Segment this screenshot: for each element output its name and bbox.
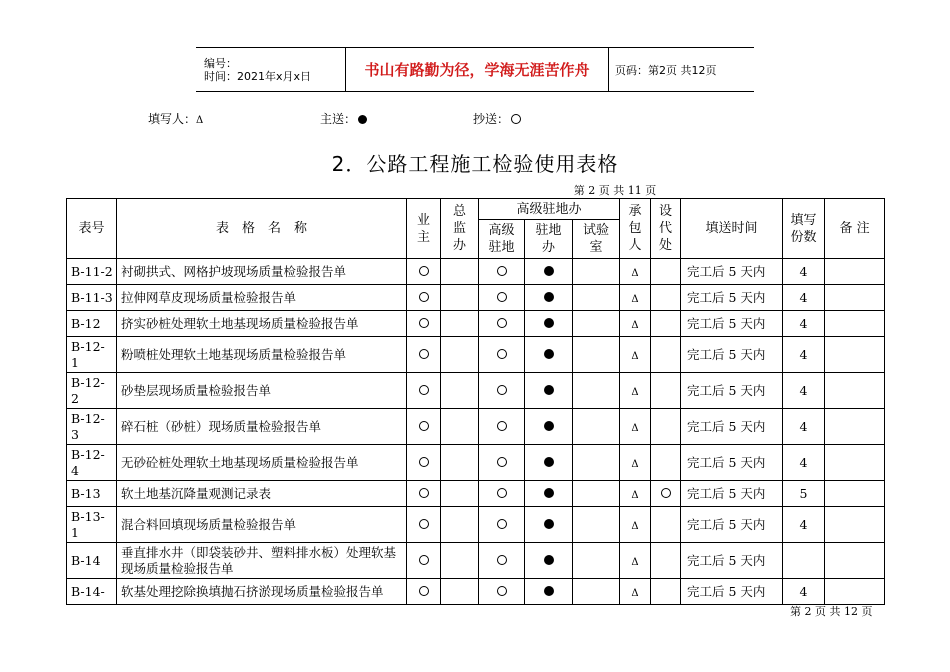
row-contractor <box>620 337 651 373</box>
row-design <box>651 337 681 373</box>
row-chief <box>441 285 479 311</box>
row-contractor <box>620 409 651 445</box>
header-copies: 填写 份数 <box>783 199 825 259</box>
header-owner: 业 主 <box>407 199 441 259</box>
table-row <box>67 409 885 445</box>
triangle-icon: Δ <box>631 267 639 279</box>
row-copies: 4 <box>783 285 825 311</box>
cc-field <box>473 110 521 127</box>
filled-circle-icon <box>544 519 554 529</box>
row-contractor <box>620 373 651 409</box>
row-chief <box>441 259 479 285</box>
row-contractor <box>620 285 651 311</box>
header-remark: 备 注 <box>825 199 885 259</box>
row-copies: 4 <box>783 373 825 409</box>
row-office <box>525 543 573 579</box>
table-row <box>67 481 885 507</box>
header-contractor: 承 包 人 <box>620 199 651 259</box>
table-row <box>67 285 885 311</box>
row-lab <box>573 409 620 445</box>
hollow-circle-icon <box>497 488 507 498</box>
row-chief <box>441 311 479 337</box>
header-lab: 试验 室 <box>573 220 620 259</box>
row-send-time: 完工后 5 天内 <box>681 311 783 337</box>
row-owner <box>407 445 441 481</box>
table-row <box>67 373 885 409</box>
row-chief <box>441 481 479 507</box>
filled-circle-icon <box>544 266 554 276</box>
motto: 书山有路勤为径，学海无涯苦作舟 <box>345 48 609 91</box>
row-code: B-12- 3 <box>67 409 117 445</box>
row-remark <box>825 507 885 543</box>
row-remark <box>825 481 885 507</box>
table-row <box>67 445 885 481</box>
row-remark <box>825 337 885 373</box>
hollow-circle-icon <box>419 555 429 565</box>
triangle-icon: Δ <box>631 319 639 331</box>
row-copies: 4 <box>783 579 825 605</box>
hollow-circle-icon <box>497 519 507 529</box>
row-owner <box>407 543 441 579</box>
triangle-icon: Δ <box>631 520 639 532</box>
row-copies: 4 <box>783 445 825 481</box>
row-name: 软基处理挖除换填抛石挤淤现场质量检验报告单 <box>117 579 407 605</box>
row-code: B-11-3 <box>67 285 117 311</box>
row-send-time: 完工后 5 天内 <box>681 445 783 481</box>
row-code: B-13 <box>67 481 117 507</box>
triangle-icon: Δ <box>631 489 639 501</box>
row-name: 垂直排水井（即袋装砂井、塑料排水板）处理软基现场质量检验报告单 <box>117 543 407 579</box>
row-owner <box>407 579 441 605</box>
page-title: 2．公路工程施工检验使用表格 <box>331 152 619 176</box>
row-contractor <box>620 507 651 543</box>
hollow-circle-icon <box>497 457 507 467</box>
row-design <box>651 259 681 285</box>
table-row <box>67 543 885 579</box>
filler-label: 填写人： <box>148 112 197 126</box>
row-owner <box>407 373 441 409</box>
hollow-circle-icon <box>511 114 521 124</box>
filled-circle-icon <box>544 292 554 302</box>
row-lab <box>573 373 620 409</box>
time-label: 时间：2021年x月x日 <box>204 69 312 83</box>
row-chief <box>441 373 479 409</box>
row-lab <box>573 543 620 579</box>
triangle-icon: Δ <box>631 350 639 362</box>
row-senior <box>479 259 525 285</box>
row-design <box>651 373 681 409</box>
row-code: B-13- 1 <box>67 507 117 543</box>
row-office <box>525 373 573 409</box>
row-name: 无砂砼桩处理软土地基现场质量检验报告单 <box>117 445 407 481</box>
filled-circle-icon <box>544 421 554 431</box>
row-owner <box>407 337 441 373</box>
row-code: B-12- 4 <box>67 445 117 481</box>
row-lab <box>573 481 620 507</box>
row-office <box>525 409 573 445</box>
row-design <box>651 481 681 507</box>
filled-circle-icon <box>544 349 554 359</box>
row-office <box>525 337 573 373</box>
row-office <box>525 507 573 543</box>
row-design <box>651 579 681 605</box>
number-label: 编号： <box>204 56 237 70</box>
hollow-circle-icon <box>419 266 429 276</box>
hollow-circle-icon <box>497 349 507 359</box>
row-name: 拉伸网草皮现场质量检验报告单 <box>117 285 407 311</box>
triangle-icon: Δ <box>631 556 639 568</box>
row-copies: 4 <box>783 337 825 373</box>
row-copies: 5 <box>783 481 825 507</box>
hollow-circle-icon <box>419 519 429 529</box>
row-send-time: 完工后 5 天内 <box>681 507 783 543</box>
hollow-circle-icon <box>419 421 429 431</box>
table-row <box>67 311 885 337</box>
row-office <box>525 285 573 311</box>
hollow-circle-icon <box>419 292 429 302</box>
row-senior <box>479 409 525 445</box>
document-header <box>196 47 754 92</box>
table-row <box>67 337 885 373</box>
header-code: 表号 <box>67 199 117 259</box>
row-design <box>651 507 681 543</box>
row-office <box>525 259 573 285</box>
main-send-label: 主送： <box>320 112 357 126</box>
row-senior <box>479 579 525 605</box>
hollow-circle-icon <box>497 318 507 328</box>
row-send-time: 完工后 5 天内 <box>681 579 783 605</box>
hollow-circle-icon <box>497 385 507 395</box>
row-owner <box>407 259 441 285</box>
row-design <box>651 285 681 311</box>
hollow-circle-icon <box>497 421 507 431</box>
row-copies <box>783 543 825 579</box>
row-owner <box>407 481 441 507</box>
header-design: 设 代 处 <box>651 199 681 259</box>
row-contractor <box>620 445 651 481</box>
row-send-time: 完工后 5 天内 <box>681 409 783 445</box>
row-remark <box>825 285 885 311</box>
row-senior <box>479 445 525 481</box>
row-send-time: 完工后 5 天内 <box>681 285 783 311</box>
row-lab <box>573 259 620 285</box>
triangle-icon: Δ <box>631 587 639 599</box>
row-owner <box>407 507 441 543</box>
footer-page: 第 2 页 共 12 页 <box>790 605 873 618</box>
row-lab <box>573 337 620 373</box>
hollow-circle-icon <box>661 488 671 498</box>
row-remark <box>825 409 885 445</box>
row-remark <box>825 373 885 409</box>
row-chief <box>441 543 479 579</box>
header-resident-group: 高级驻地办 <box>479 199 620 220</box>
row-chief <box>441 445 479 481</box>
row-send-time: 完工后 5 天内 <box>681 543 783 579</box>
row-chief <box>441 337 479 373</box>
header-resident-senior: 高级 驻地 <box>479 220 525 259</box>
header-name: 表 格 名 称 <box>117 199 407 259</box>
row-copies: 4 <box>783 507 825 543</box>
row-name: 砂垫层现场质量检验报告单 <box>117 373 407 409</box>
row-chief <box>441 579 479 605</box>
hollow-circle-icon <box>419 318 429 328</box>
row-code: B-12- 2 <box>67 373 117 409</box>
filled-circle-icon <box>544 586 554 596</box>
row-contractor <box>620 481 651 507</box>
row-senior <box>479 481 525 507</box>
row-design <box>651 409 681 445</box>
row-send-time: 完工后 5 天内 <box>681 373 783 409</box>
table-row <box>67 579 885 605</box>
triangle-icon: Δ <box>196 115 204 126</box>
triangle-icon: Δ <box>631 422 639 434</box>
triangle-icon: Δ <box>631 458 639 470</box>
row-copies: 4 <box>783 259 825 285</box>
hollow-circle-icon <box>419 349 429 359</box>
row-contractor <box>620 259 651 285</box>
row-lab <box>573 579 620 605</box>
row-name: 挤实砂桩处理软土地基现场质量检验报告单 <box>117 311 407 337</box>
row-remark <box>825 311 885 337</box>
row-office <box>525 445 573 481</box>
row-senior <box>479 507 525 543</box>
hollow-circle-icon <box>419 488 429 498</box>
row-remark <box>825 543 885 579</box>
row-copies: 4 <box>783 409 825 445</box>
filled-circle-icon <box>544 385 554 395</box>
row-contractor <box>620 579 651 605</box>
hollow-circle-icon <box>419 586 429 596</box>
hollow-circle-icon <box>419 457 429 467</box>
row-remark <box>825 259 885 285</box>
hollow-circle-icon <box>497 555 507 565</box>
row-code: B-14 <box>67 543 117 579</box>
row-owner <box>407 285 441 311</box>
hollow-circle-icon <box>497 266 507 276</box>
row-chief <box>441 507 479 543</box>
row-owner <box>407 409 441 445</box>
row-send-time: 完工后 5 天内 <box>681 259 783 285</box>
row-office <box>525 579 573 605</box>
row-name: 软土地基沉降量观测记录表 <box>117 481 407 507</box>
header-chief: 总 监 办 <box>441 199 479 259</box>
row-name: 混合料回填现场质量检验报告单 <box>117 507 407 543</box>
header-resident-office: 驻地 办 <box>525 220 573 259</box>
row-copies: 4 <box>783 311 825 337</box>
row-send-time: 完工后 5 天内 <box>681 337 783 373</box>
row-code: B-11-2 <box>67 259 117 285</box>
row-code: B-12- 1 <box>67 337 117 373</box>
filled-circle-icon <box>544 555 554 565</box>
row-lab <box>573 507 620 543</box>
row-office <box>525 481 573 507</box>
page-info: 页码：第2页 共12页 <box>615 63 717 77</box>
row-code: B-14- <box>67 579 117 605</box>
row-design <box>651 543 681 579</box>
table-row <box>67 507 885 543</box>
triangle-icon: Δ <box>631 386 639 398</box>
main-send-field <box>320 110 367 127</box>
row-contractor <box>620 311 651 337</box>
hollow-circle-icon <box>497 292 507 302</box>
row-code: B-12 <box>67 311 117 337</box>
inspection-table <box>66 198 885 605</box>
row-senior <box>479 373 525 409</box>
page-subcount: 第 2 页 共 11 页 <box>573 184 657 197</box>
filled-circle-icon <box>544 457 554 467</box>
row-senior <box>479 285 525 311</box>
row-send-time: 完工后 5 天内 <box>681 481 783 507</box>
filled-circle-icon <box>544 488 554 498</box>
row-design <box>651 311 681 337</box>
row-remark <box>825 579 885 605</box>
cc-label: 抄送： <box>473 112 510 126</box>
filler-field <box>148 110 203 127</box>
triangle-icon: Δ <box>631 293 639 305</box>
header-send-time: 填送时间 <box>681 199 783 259</box>
table-row <box>67 259 885 285</box>
row-owner <box>407 311 441 337</box>
row-lab <box>573 311 620 337</box>
row-senior <box>479 311 525 337</box>
row-contractor <box>620 543 651 579</box>
header-meta <box>196 48 345 91</box>
row-lab <box>573 285 620 311</box>
row-chief <box>441 409 479 445</box>
row-design <box>651 445 681 481</box>
hollow-circle-icon <box>419 385 429 395</box>
filled-circle-icon <box>358 115 367 124</box>
row-lab <box>573 445 620 481</box>
row-name: 粉喷桩处理软土地基现场质量检验报告单 <box>117 337 407 373</box>
row-name: 碎石桩（砂桩）现场质量检验报告单 <box>117 409 407 445</box>
hollow-circle-icon <box>497 586 507 596</box>
row-senior <box>479 337 525 373</box>
row-remark <box>825 445 885 481</box>
row-office <box>525 311 573 337</box>
filled-circle-icon <box>544 318 554 328</box>
row-senior <box>479 543 525 579</box>
row-name: 衬砌拱式、网格护坡现场质量检验报告单 <box>117 259 407 285</box>
